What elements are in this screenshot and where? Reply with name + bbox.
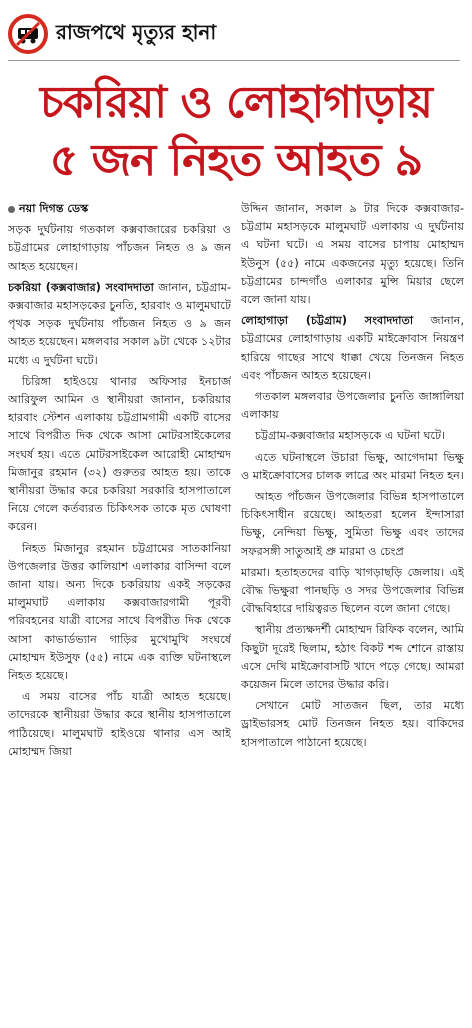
article-body: [8, 200, 464, 1020]
rubric-title: রাজপথে মৃত্যুর হানা: [56, 19, 217, 44]
paragraph: উদ্দিন জানান, সকাল ৯ টার দিকে কক্সবাজার-চট্টগ্রাম মহাসড়কে মালুমঘাট এলাকায় এ দুর্ঘটনায় এ ঘটনা ঘটে। এ সময় বাসের চাপায় মোহাম্মদ ইউনুস (৫৫) নামে একজনের মৃত্যু হয়েছে। তিনি চট্টগ্রামের চান্দগাঁও এলাকার মুন্সি মিয়ার ছেলে বলে জানা যায়।: [241, 202, 464, 307]
paragraph: সেখানে মোট সাতজন ছিল, তার মধ্যে ড্রাইভারসহ মোট তিনজন নিহত হয়। বাকিদের হাসপাতালে পাঠানো হয়েছে।: [241, 699, 464, 749]
headline-line-1: চকরিয়া ও লোহাগাড়ায়: [40, 77, 432, 128]
paragraph: এ সময় বাসের পাঁচ যাত্রী আহত হয়েছে। তাদেরকে স্থানীয়রা উদ্ধার করে স্থানীয় হাসপাতালে পাঠিয়েছে। মালুমঘাট হাইওয়ে থানার এস আই মোহাম্মদ জিয়া: [8, 690, 231, 758]
paragraph: চিরিঙ্গা হাইওয়ে থানার অফিসার ইনচার্জ আরিফুল আমিন ও স্থানীয়রা জানান, চকরিয়ার হারবাং স্টেশন এলাকায় চট্টগ্রামগামী একটি বাসের সাথে বিপরীত দিক থেকে আসা মোটরসাইকেলের সংঘর্ষ হয়। এতে মোটরসাইকেল আরোহী মোহাম্মদ মিজানুর রহমান (৩২) গুরুতর আহত হয়। তাকে স্থানীয়রা উদ্ধার করে চকরিয়া সরকারি হাসপাতালে নিয়ে গেলে কর্তব্যরত চিকিৎসক তাকে মৃত ঘোষণা করেন।: [8, 374, 231, 534]
dateline: চকরিয়া (কক্সবাজার) সংবাদদাতা: [8, 280, 154, 294]
article-column-left: [8, 200, 231, 1020]
headline-line-2: ৫ জন নিহত আহত ৯: [49, 135, 423, 186]
accident-logo-icon: [8, 14, 48, 54]
paragraph: নিহত মিজানুর রহমান চট্টগ্রামের সাতকানিয়া উপজেলার উত্তর কালিয়াশ এলাকার বাসিন্দা বলে জানা যায়। অন্য দিকে চকরিয়ায় একই সড়কের মালুমঘাট এলাকায় কক্সবাজারগামী পূরবী পরিবহনের যাত্রী বাসের সাথে বিপরীত দিক থেকে আসা কাভার্ডভ্যান গাড়ির মুখোমুখি সংঘর্ষে মোহাম্মদ ইউসুফ (৫৫) নামে এক ব্যক্তি ঘটনাস্থলে নিহত হয়েছে।: [8, 541, 231, 683]
article-column-right: [241, 200, 464, 1020]
section-rubric: [8, 10, 458, 58]
byline: নয়া দিগন্ত ডেস্ক: [8, 200, 231, 218]
paragraph: গতকাল মঙ্গলবার উপজেলার চুনতি জাঙ্গালিয়া এলাকায়: [241, 390, 464, 422]
paragraph: স্থানীয় প্রত্যক্ষদর্শী মোহাম্মদ রিফিক বলেন, আমি কিছুটা দূরেই ছিলাম, হঠাৎ বিকট শব্দ শোনে রাস্তায় এসে দেখি মাইক্রোবাসটি খাদে পড়ে গেছে। আমরা কয়েজন মিলে তাদের উদ্ধার করি।: [241, 623, 464, 692]
paragraph: মারমা। হতাহতদের বাড়ি খাগড়াছড়ি জেলায়। এই বৌদ্ধ ভিক্ষুরা পানছড়ি ও সদর উপজেলার বিভিন্ন বৌদ্ধবিহারে দায়িত্বরত ছিলেন বলে জানা গেছে।: [241, 565, 464, 616]
rubric-divider: [8, 60, 460, 61]
paragraph: সড়ক দুর্ঘটনায় গতকাল কক্সবাজারের চকরিয়া ও চট্টগ্রামের লোহাগাড়ায় পাঁচজন নিহত ও ৯ জন আহত হয়েছেন।: [8, 223, 231, 273]
paragraph: লোহাগাড়া (চট্টগ্রাম) সংবাদদাতা জানান, চট্টগ্রামের লোহাগাড়ায় একটি মাইক্রোবাস নিয়ন্ত্রণ হারিয়ে গাছের সাথে ধাক্কা খেয়ে তিনজন নিহত এবং পাঁচজন আহত হয়েছেন।: [241, 314, 464, 382]
headline: [8, 74, 464, 190]
bullet-icon: [8, 206, 15, 213]
paragraph: চট্টগ্রাম-কক্সবাজার মহাসড়কে এ ঘটনা ঘটে।: [255, 429, 446, 443]
paragraph: এতে ঘটনাস্থলে উচারা ভিক্ষু, আগেদামা ভিক্ষু ও মাইক্রোবাসের চালক লাব্রে অং মারমা নিহত হন।: [241, 450, 464, 482]
paragraph: আহত পাঁচজন উপজেলার বিভিন্ন হাসপাতালে চিকিৎসাধীন রয়েছে। আহতরা হলেন ইন্দাসারা ভিক্ষু, নেন্দিয়া ভিক্ষু, সুমিতা ভিক্ষু এবং তাদের সফরসঙ্গী সাতুআই প্রু মারমা ও চেংপ্র: [241, 490, 464, 558]
paragraph: চকরিয়া (কক্সবাজার) সংবাদদাতা জানান, চট্টগ্রাম-কক্সবাজার মহাসড়কের চুনতি, হারবাং ও মালুমঘাটে পৃথক সড়ক দুর্ঘটনায় পাঁচজন নিহত ও ৯ জন আহত হয়েছেন। মঙ্গলবার সকাল ৯টা থেকে ১২টার মধ্যে এ দুর্ঘটনা ঘটে।: [8, 280, 231, 367]
dateline: লোহাগাড়া (চট্টগ্রাম) সংবাদদাতা: [241, 314, 414, 328]
